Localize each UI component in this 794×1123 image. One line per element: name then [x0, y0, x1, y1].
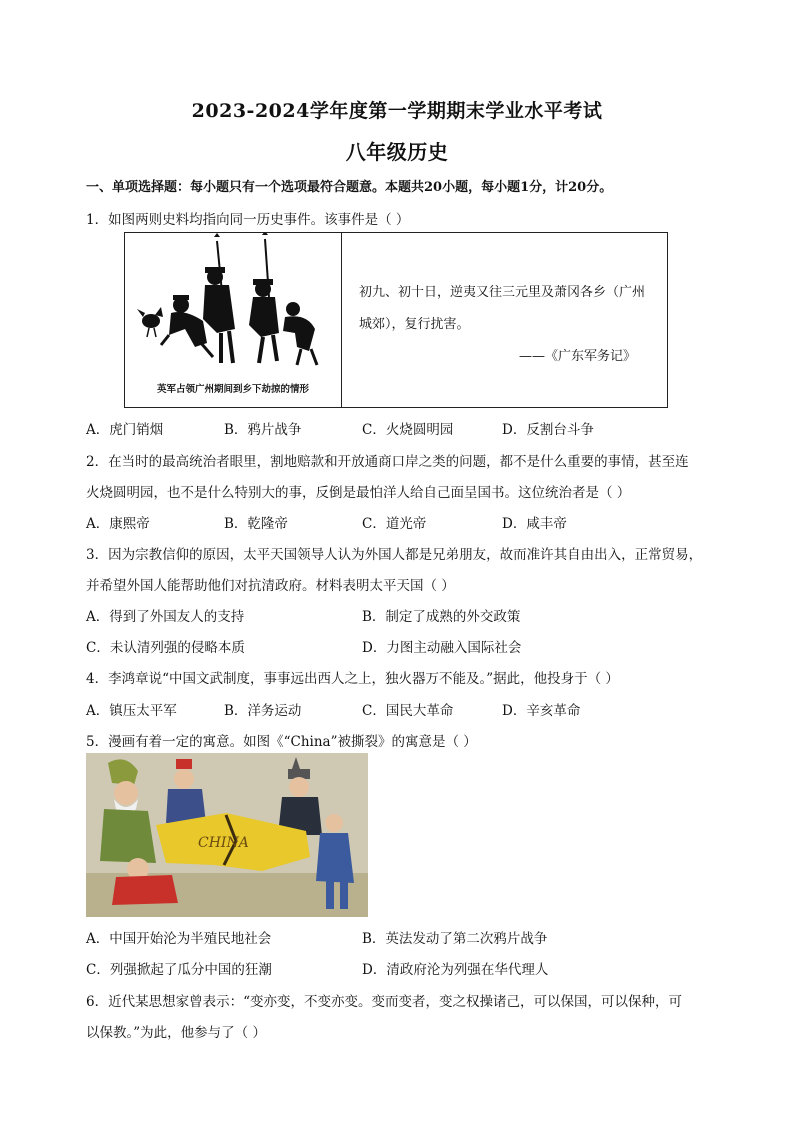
q5-option-b: B．英法发动了第二次鸦片战争 [362, 931, 548, 947]
q2-option-b: B．乾隆帝 [224, 516, 288, 532]
q3-option-a: A．得到了外国友人的支持 [86, 609, 245, 625]
q1-option-c: C．火烧圆明园 [362, 422, 454, 438]
q1-soldiers-illustration [125, 233, 341, 383]
q5-stem: 5．漫画有着一定的寓意。如图《“China”被撕裂》的寓意是（ ） [86, 734, 477, 750]
q1-option-d: D．反割台斗争 [502, 422, 594, 438]
q1-illustration-cell [125, 233, 342, 407]
q5-cartoon-image [86, 753, 368, 917]
q5-option-c: C．列强掀起了瓜分中国的狂潮 [86, 962, 272, 978]
q1-source-table [124, 232, 668, 408]
q4-option-a: A．镇压太平军 [86, 703, 177, 719]
q6-stem-line-2: 以保教。”为此，他参与了（ ） [86, 1025, 266, 1041]
q4-stem: 4．李鸿章说“中国文武制度，事事远出西人之上，独火器万不能及。”据此，他投身于（ ） [86, 671, 619, 687]
soldier-figure-3 [249, 233, 279, 363]
cartoon-china-label: CHINA [198, 835, 249, 851]
q4-option-b: B．洋务运动 [224, 703, 302, 719]
q3-option-d: D．力图主动融入国际社会 [362, 640, 522, 656]
q2-stem-line-1: 2．在当时的最高统治者眼里，割地赔款和开放通商口岸之类的问题，都不是什么重要的事情，甚至连 [86, 454, 689, 470]
section-heading: 一、单项选择题：每小题只有一个选项最符合题意。本题共20小题，每小题1分，计20分。 [86, 180, 613, 195]
q5-option-d: D．清政府沦为列强在华代理人 [362, 962, 549, 978]
q3-stem-line-1: 3．因为宗教信仰的原因，太平天国领导人认为外国人都是兄弟朋友，故而准许其自由出入，正常贸易， [86, 547, 703, 563]
q3-stem-line-2: 并希望外国人能帮助他们对抗清政府。材料表明太平天国（ ） [86, 578, 455, 594]
q1-quote-line-1: 初九、初十日，逆夷又往三元里及萧冈各乡（广州 [359, 285, 646, 300]
q1-option-b: B．鸦片战争 [224, 422, 302, 438]
q3-option-c: C．未认清列强的侵略本质 [86, 640, 245, 656]
soldier-figure-2 [203, 233, 235, 363]
q2-option-c: C．道光帝 [362, 516, 427, 532]
q1-image-caption: 英军占领广州期间到乡下劫掠的情形 [156, 384, 309, 395]
q1-quote-source: ——《广东军务记》 [519, 349, 637, 364]
q5-option-a: A．中国开始沦为半殖民地社会 [86, 931, 272, 947]
q3-option-b: B．制定了成熟的外交政策 [362, 609, 521, 625]
rooster-icon [137, 307, 163, 337]
q1-stem: 1．如图两则史料均指向同一历史事件。该事件是（ ） [86, 212, 410, 228]
q2-option-d: D．咸丰帝 [502, 516, 567, 532]
q2-option-a: A．康熙帝 [86, 516, 150, 532]
q6-stem-line-1: 6．近代某思想家曾表示：“变亦变，不变亦变。变而变者，变之权操诸己，可以保国，可以保种，可 [86, 994, 682, 1010]
q4-option-d: D．辛亥革命 [502, 703, 581, 719]
q1-option-a: A．虎门销烟 [86, 422, 164, 438]
q4-option-c: C．国民大革命 [362, 703, 454, 719]
exam-subtitle: 八年级历史 [345, 140, 449, 164]
exam-title: 2023-2024学年度第一学期期末学业水平考试 [191, 100, 603, 122]
q2-stem-line-2: 火烧圆明园，也不是什么特别大的事，反倒是最怕洋人给自己面呈国书。这位统治者是（ ） [86, 485, 631, 501]
q1-quote-line-2: 城郊），复行扰害。 [359, 317, 470, 332]
soldier-figure-4 [283, 302, 317, 365]
